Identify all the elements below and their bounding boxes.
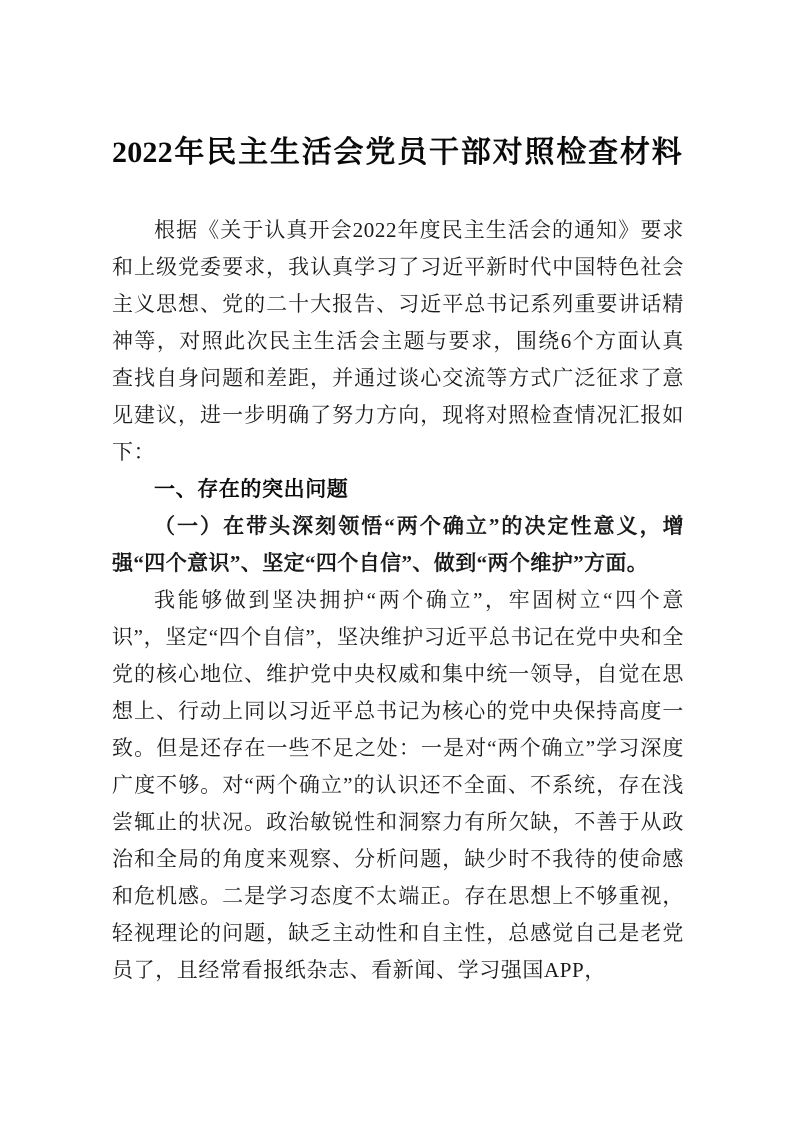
section-heading-one: 一、存在的突出问题 xyxy=(154,478,349,501)
paragraph-body-one-a: 我能够做到坚决拥护“两个确立”，牢固树立“四个意识”，坚定“四个自信”，坚决维护习近平总书记在党中央和全党的核心地位、维护党中央权威和集中统一领导，自觉在思想上、行动上同以习近平总书记为核心的党中央保持高度一致。但是还存在一些不足之处：一是对“两个确立”学习深度广度不够。对“两个确立”的认识还不全面、不系统，存在浅尝辄止的状况。政治敏锐性和洞察力有所欠缺，不善于从政治和全局的角度来观察、分析问题，缺少时不我待的使命感和危机感。二是学习态度不太端正。存在思想上不够重视，轻视理论的问题，缺乏主动性和自主性，总感觉自己是老党员了，且经常看报纸杂志、看新闻、学习强国APP， xyxy=(112,588,684,982)
document-body xyxy=(112,212,684,989)
page-title: 2022年民主生活会党员干部对照检查材料 xyxy=(112,136,682,169)
paragraph-intro: 根据《关于认真开会2022年度民主生活会的通知》要求和上级党委要求，我认真学习了习近平新时代中国特色社会主义思想、党的二十大报告、习近平总书记系列重要讲话精神等，对照此次民主生活会主题与要求，围绕6个方面认真查找自身问题和差距，并通过谈心交流等方式广泛征求了意见建议，进一步明确了努力方向，现将对照检查情况汇报如下： xyxy=(112,218,684,464)
subsection-heading-one-a: （一）在带头深刻领悟“两个确立”的决定性意义，增强“四个意识”、坚定“四个自信”、做到“两个维护”方面。 xyxy=(112,514,684,575)
